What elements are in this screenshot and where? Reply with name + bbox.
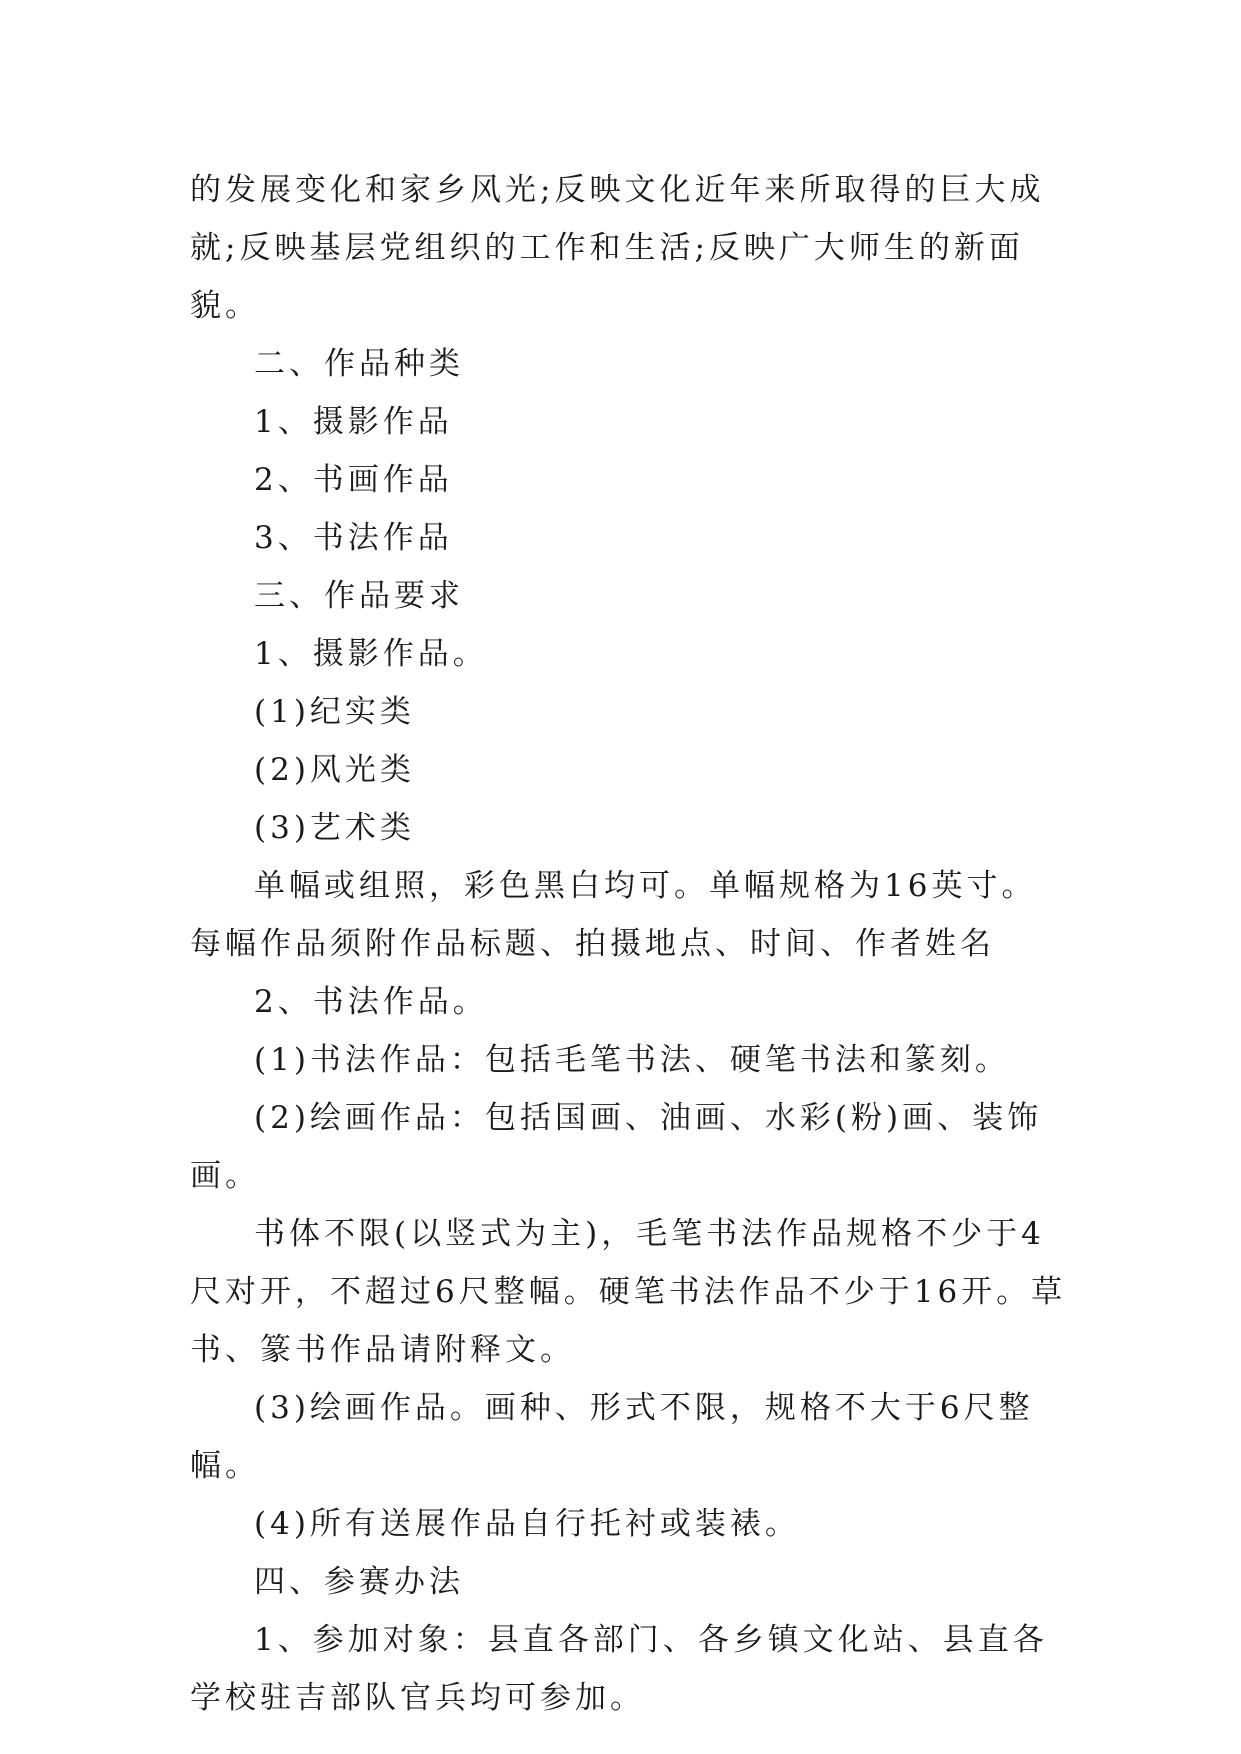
list-item-calligraphy: 3、书法作品 bbox=[254, 520, 453, 556]
section-heading-participation: 四、参赛办法 bbox=[254, 1564, 464, 1600]
subheading-calligraphy: 2、书法作品。 bbox=[254, 984, 488, 1020]
list-item-calligraphy-works: (1)书法作品：包括毛笔书法、硬笔书法和篆刻。 bbox=[254, 1042, 1010, 1078]
paragraph-participants: 1、参加对象：县直各部门、各乡镇文化站、县直各学校驻吉部队官兵均可参加。 bbox=[190, 1622, 1048, 1716]
list-item-painting-calligraphy: 2、书画作品 bbox=[254, 462, 453, 498]
subheading-photography: 1、摄影作品。 bbox=[254, 636, 488, 672]
section-heading-work-types: 二、作品种类 bbox=[254, 346, 464, 382]
paragraph-calligraphy-spec: 书体不限(以竖式为主)，毛笔书法作品规格不少于4尺对开，不超过6尺整幅。硬笔书法作品不少于16开。草书、篆书作品请附释文。 bbox=[190, 1216, 1067, 1368]
section-heading-requirements: 三、作品要求 bbox=[254, 578, 464, 614]
paragraph-photo-spec: 单幅或组照，彩色黑白均可。单幅规格为16英寸。每幅作品须附作品标题、拍摄地点、时间、作者姓名 bbox=[190, 868, 1037, 962]
list-item-documentary: (1)纪实类 bbox=[254, 694, 415, 730]
list-item-art: (3)艺术类 bbox=[254, 810, 415, 846]
list-item-painting-works: (2)绘画作品：包括国画、油画、水彩(粉)画、装饰画。 bbox=[190, 1100, 1043, 1194]
list-item-painting-spec: (3)绘画作品。画种、形式不限，规格不大于6尺整幅。 bbox=[190, 1390, 1034, 1484]
list-item-mounting: (4)所有送展作品自行托衬或装裱。 bbox=[254, 1506, 800, 1542]
list-item-photography: 1、摄影作品 bbox=[254, 404, 453, 440]
list-item-scenery: (2)风光类 bbox=[254, 752, 415, 788]
paragraph-intro-continuation: 的发展变化和家乡风光;反映文化近年来所取得的巨大成就;反映基层党组织的工作和生活;反映广大师生的新面貌。 bbox=[190, 172, 1045, 324]
document-body bbox=[190, 161, 1070, 1727]
